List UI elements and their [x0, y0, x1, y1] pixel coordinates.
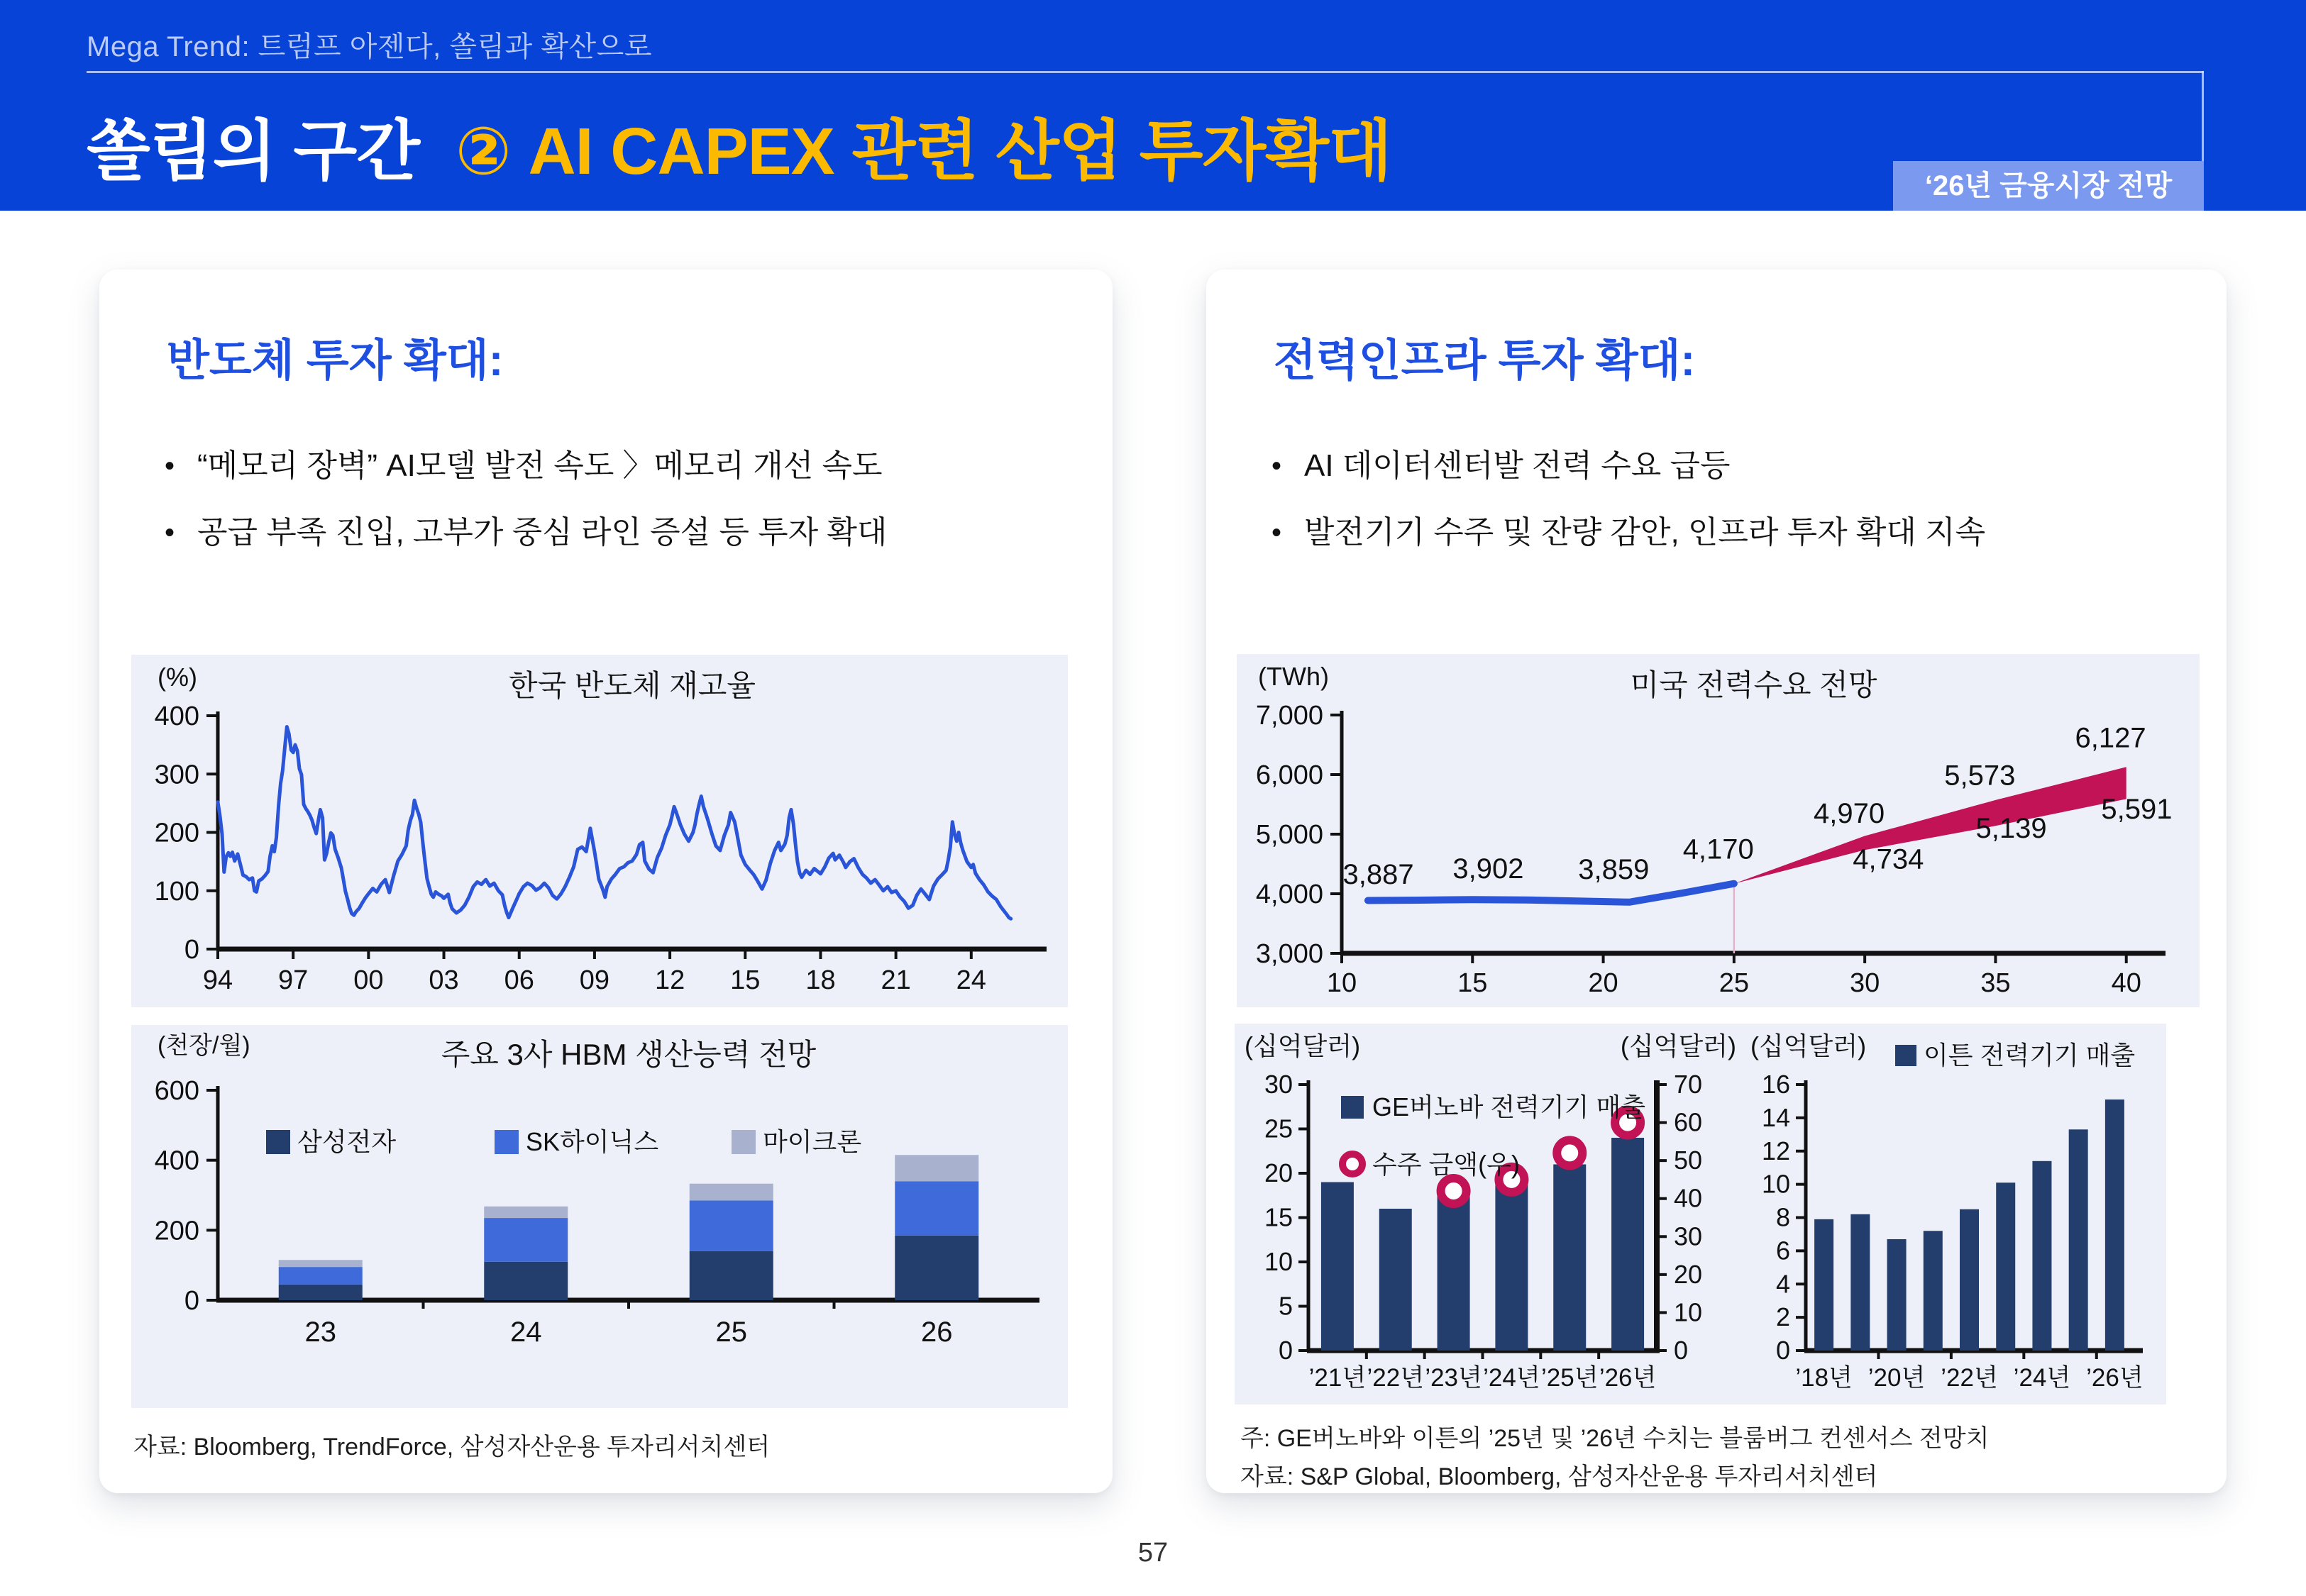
svg-text:10: 10 [1326, 968, 1357, 998]
svg-text:4,734: 4,734 [1853, 843, 1924, 875]
svg-text:200: 200 [154, 1216, 199, 1246]
header-divider [87, 71, 2204, 73]
semiconductor-card [99, 270, 1113, 1493]
svg-text:0: 0 [1674, 1336, 1689, 1365]
svg-text:100: 100 [154, 876, 199, 907]
svg-text:15: 15 [1457, 968, 1488, 998]
bullet-text: AI 데이터센터발 전력 수요 급등 [1304, 448, 1731, 483]
svg-text:5,139: 5,139 [1975, 813, 2047, 845]
svg-text:(십억달러): (십억달러) [1245, 1031, 1361, 1060]
svg-text:300: 300 [154, 760, 199, 790]
svg-text:03: 03 [429, 965, 459, 995]
svg-text:25: 25 [1719, 968, 1749, 998]
svg-text:’22년: ’22년 [1367, 1364, 1425, 1392]
svg-text:30: 30 [1674, 1221, 1703, 1251]
svg-text:26: 26 [921, 1317, 953, 1348]
forecast-badge: ‘26년 금융시장 전망 [1893, 161, 2204, 211]
svg-text:15: 15 [730, 965, 761, 995]
svg-text:50: 50 [1674, 1146, 1703, 1175]
svg-text:10: 10 [1761, 1169, 1790, 1199]
svg-text:’22년: ’22년 [1941, 1364, 1998, 1392]
svg-text:12: 12 [654, 965, 685, 995]
semiconductor-bullet-2 [165, 512, 887, 553]
svg-text:5,591: 5,591 [2101, 794, 2173, 826]
svg-text:3,902: 3,902 [1452, 853, 1524, 885]
svg-text:이튼 전력기기 매출: 이튼 전력기기 매출 [1924, 1041, 2136, 1070]
svg-text:GE버노바 전력기기 매출: GE버노바 전력기기 매출 [1372, 1092, 1646, 1121]
svg-text:4: 4 [1775, 1269, 1790, 1299]
svg-text:’21년: ’21년 [1308, 1364, 1367, 1392]
svg-text:12: 12 [1761, 1136, 1790, 1165]
svg-text:5,000: 5,000 [1255, 820, 1323, 850]
svg-text:25: 25 [1264, 1114, 1293, 1143]
korea-inventory-chart [131, 655, 1068, 1007]
hbm-capacity-chart [131, 1025, 1068, 1408]
svg-text:97: 97 [278, 965, 309, 995]
svg-text:8: 8 [1775, 1202, 1790, 1232]
svg-text:600: 600 [154, 1076, 199, 1106]
svg-text:40: 40 [2111, 968, 2141, 998]
svg-text:7,000: 7,000 [1255, 701, 1323, 731]
bullet-text: 발전기기 수주 및 잔량 감안, 인프라 투자 확대 지속 [1304, 515, 1986, 550]
bullet-dot: • [1271, 450, 1282, 482]
svg-text:’26년: ’26년 [1599, 1364, 1657, 1392]
power-bullet-2 [1271, 512, 1985, 553]
page-number: 57 [1137, 1538, 1169, 1568]
eaton-chart [1740, 1024, 2166, 1404]
svg-text:30: 30 [1264, 1070, 1293, 1099]
svg-text:’26년: ’26년 [2086, 1364, 2144, 1392]
svg-text:10: 10 [1674, 1297, 1703, 1327]
svg-text:35: 35 [1980, 968, 2011, 998]
svg-text:200: 200 [154, 818, 199, 848]
svg-text:00: 00 [353, 965, 384, 995]
page-title [87, 98, 1391, 193]
svg-text:60: 60 [1674, 1107, 1703, 1137]
svg-text:23: 23 [304, 1317, 336, 1348]
svg-text:한국 반도체 재고율: 한국 반도체 재고율 [509, 669, 756, 702]
svg-text:70: 70 [1674, 1070, 1703, 1099]
semiconductor-bullet-1 [165, 445, 883, 487]
svg-text:삼성전자: 삼성전자 [297, 1127, 397, 1156]
svg-text:24: 24 [956, 965, 986, 995]
svg-text:0: 0 [1278, 1336, 1293, 1365]
bullet-dot: • [165, 450, 175, 482]
page-title-white: 쏠림의 구간 [87, 114, 420, 188]
header-banner [0, 0, 2306, 211]
svg-text:수주 금액(우): 수주 금액(우) [1372, 1150, 1520, 1179]
svg-text:20: 20 [1264, 1158, 1293, 1187]
svg-text:25: 25 [715, 1317, 747, 1348]
svg-text:5: 5 [1278, 1291, 1293, 1321]
svg-text:20: 20 [1674, 1259, 1703, 1289]
svg-text:SK하이닉스: SK하이닉스 [526, 1127, 659, 1156]
svg-text:(%): (%) [158, 663, 197, 692]
svg-text:4,970: 4,970 [1813, 798, 1885, 830]
svg-text:20: 20 [1588, 968, 1618, 998]
svg-text:24: 24 [510, 1317, 542, 1348]
bullet-dot: • [165, 517, 175, 548]
svg-text:0: 0 [184, 1286, 199, 1316]
svg-text:15: 15 [1264, 1202, 1293, 1232]
power-source: 자료: S&P Global, Bloomberg, 삼성자산운용 투자리서치센터 [1240, 1463, 1878, 1490]
svg-text:마이크론: 마이크론 [763, 1127, 862, 1156]
svg-text:(TWh): (TWh) [1258, 662, 1329, 691]
page-title-yellow: ② AI CAPEX 관련 산업 투자확대 [455, 114, 1391, 188]
svg-text:10: 10 [1264, 1247, 1293, 1276]
svg-text:0: 0 [184, 935, 199, 965]
svg-text:6,127: 6,127 [2075, 722, 2146, 754]
power-note: 주: GE버노바와 이튼의 ’25년 및 ’26년 수치는 블룸버그 컨센서스 전망치 [1240, 1425, 1990, 1452]
svg-text:’25년: ’25년 [1540, 1364, 1599, 1392]
svg-text:’20년: ’20년 [1868, 1364, 1926, 1392]
svg-text:21: 21 [881, 965, 911, 995]
svg-text:(십억달러): (십억달러) [1750, 1031, 1867, 1060]
svg-text:’18년: ’18년 [1795, 1364, 1853, 1392]
svg-text:3,887: 3,887 [1342, 859, 1414, 891]
svg-text:(천장/월): (천장/월) [158, 1032, 250, 1059]
svg-text:400: 400 [154, 702, 199, 731]
svg-text:94: 94 [202, 965, 233, 995]
svg-text:0: 0 [1775, 1336, 1790, 1365]
svg-text:(십억달러): (십억달러) [1620, 1031, 1736, 1060]
svg-text:3,000: 3,000 [1255, 939, 1323, 969]
svg-text:2: 2 [1775, 1302, 1790, 1332]
svg-text:3,859: 3,859 [1578, 854, 1650, 885]
us-power-demand-chart [1237, 654, 2200, 1007]
svg-text:400: 400 [154, 1146, 199, 1176]
power-infra-card-title: 전력인프라 투자 확대: [1274, 336, 1696, 385]
svg-text:주요 3사 HBM 생산능력 전망: 주요 3사 HBM 생산능력 전망 [441, 1038, 817, 1071]
svg-text:미국 전력수요 전망: 미국 전력수요 전망 [1630, 668, 1877, 702]
svg-text:14: 14 [1761, 1102, 1790, 1132]
svg-text:4,170: 4,170 [1682, 833, 1754, 865]
kicker-text: Mega Trend: 트럼프 아젠다, 쏠림과 확산으로 [87, 31, 652, 62]
bullet-text: 공급 부족 진입, 고부가 중심 라인 증설 등 투자 확대 [197, 515, 888, 550]
semiconductor-source: 자료: Bloomberg, TrendForce, 삼성자산운용 투자리서치센터 [133, 1434, 771, 1461]
svg-text:’24년: ’24년 [2013, 1364, 2071, 1392]
svg-text:40: 40 [1674, 1183, 1703, 1213]
svg-text:’24년: ’24년 [1483, 1364, 1540, 1392]
svg-text:06: 06 [504, 965, 534, 995]
svg-text:18: 18 [805, 965, 836, 995]
svg-text:09: 09 [579, 965, 610, 995]
svg-text:30: 30 [1850, 968, 1880, 998]
ge-vernova-chart [1235, 1024, 1742, 1404]
svg-text:’23년: ’23년 [1425, 1364, 1482, 1392]
svg-text:16: 16 [1761, 1070, 1790, 1099]
semiconductor-card-title: 반도체 투자 확대: [167, 336, 504, 385]
svg-text:6,000: 6,000 [1255, 760, 1323, 790]
bullet-dot: • [1271, 517, 1282, 548]
bullet-text: “메모리 장벽” AI모델 발전 속도 〉메모리 개선 속도 [197, 448, 883, 483]
power-infra-card [1206, 270, 2227, 1493]
power-bullet-1 [1271, 445, 1731, 487]
svg-text:5,573: 5,573 [1944, 760, 2016, 792]
svg-text:6: 6 [1775, 1236, 1790, 1265]
svg-text:4,000: 4,000 [1255, 880, 1323, 909]
